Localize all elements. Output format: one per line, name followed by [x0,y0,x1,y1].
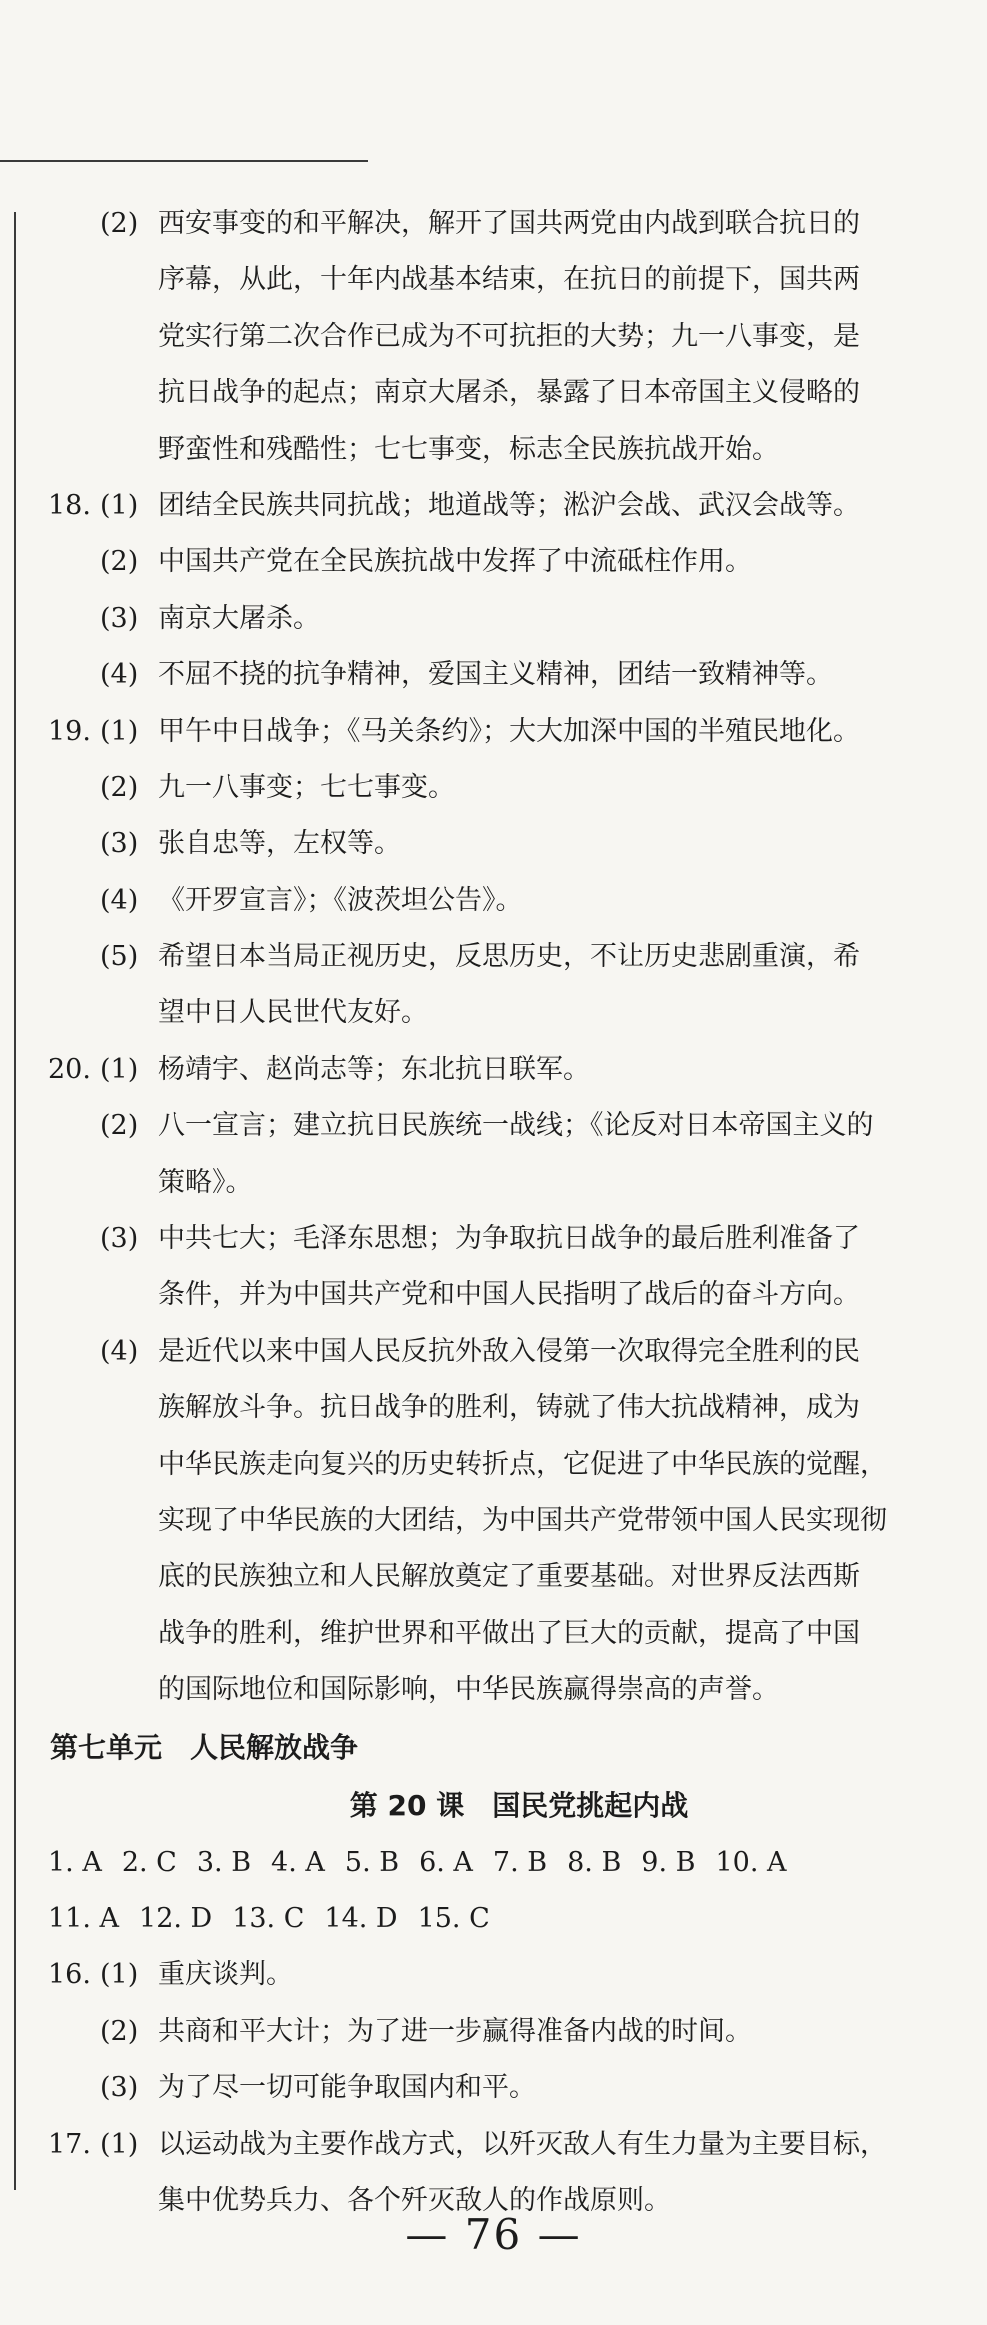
answer-line [48,816,938,872]
answer-text: 张自忠等，左权等。 [158,828,401,860]
answer-content [48,196,938,2229]
multiple-choice-answers [48,1835,938,1948]
answer-line [48,534,938,590]
answer-text: 实现了中华民族的大团结，为中国共产党带领中国人民实现彻 [158,1504,887,1536]
answer-line [48,2060,938,2116]
answer-line [48,760,938,816]
answer-line [48,1493,938,1549]
answer-text: 以运动战为主要作战方式，以歼灭敌人有生力量为主要目标， [158,2128,887,2160]
mc-answer: 5. B [344,1846,400,1878]
sub-question-number: (5) [100,941,139,973]
sub-question-number: (1) [100,715,139,747]
answer-line [48,252,938,308]
mc-answer: 1. A [48,1846,102,1878]
answer-line [48,1211,938,1267]
answer-text: 不屈不挠的抗争精神，爱国主义精神，团结一致精神等。 [158,659,833,691]
unit-heading: 第七单元 人民解放战争 [50,1730,359,1764]
answer-text: 共商和平大计；为了进一步赢得准备内战的时间。 [158,2015,752,2047]
answer-text: 杨靖宇、赵尚志等；东北抗日联军。 [158,1053,590,1085]
sub-question-number: (4) [100,1335,139,1367]
mc-answer: 13. C [232,1902,305,1934]
answer-line [48,1155,938,1211]
mc-answer-row [48,1835,938,1891]
answer-line [48,478,938,534]
sub-question-number: (3) [100,2072,139,2104]
sub-question-number: (1) [100,1053,139,1085]
question-number: 20. [48,1053,91,1085]
mc-answer: 11. A [48,1902,120,1934]
answer-line [48,1267,938,1323]
answer-line [48,1042,938,1098]
mc-answer: 8. B [567,1846,622,1878]
answer-text: 中国共产党在全民族抗战中发挥了中流砥柱作用。 [158,546,752,578]
mc-answer: 15. C [417,1902,490,1934]
page-number: — 76 — [405,2210,582,2259]
answer-text: 团结全民族共同抗战；地道战等；淞沪会战、武汉会战等。 [158,489,860,521]
answer-text: 望中日人民世代友好。 [158,997,428,1029]
answer-text: 序幕，从此，十年内战基本结束，在抗日的前提下，国共两 [158,264,860,296]
answer-text: 集中优势兵力、各个歼灭敌人的作战原则。 [158,2184,671,2216]
left-margin-rule [14,212,16,2190]
answer-line [48,985,938,1041]
sub-question-number: (2) [100,2015,139,2047]
answer-line [48,1549,938,1605]
sub-question-number: (1) [100,2128,139,2160]
sub-question-number: (3) [100,1223,139,1255]
answer-text: 党实行第二次合作已成为不可抗拒的大势；九一八事变，是 [158,320,860,352]
answers-block-unit6 [48,196,938,1719]
question-number: 16. [48,1959,91,1991]
answer-text: 希望日本当局正视历史，反思历史，不让历史悲剧重演，希 [158,941,860,973]
sub-question-number: (1) [100,1959,139,1991]
answer-line [48,647,938,703]
question-number: 17. [48,2128,91,2160]
answer-line [48,1606,938,1662]
answer-text: 策略》。 [158,1166,253,1198]
answer-text: 为了尽一切可能争取国内和平。 [158,2072,536,2104]
mc-answer: 10. A [715,1846,787,1878]
answer-text: 中华民族走向复兴的历史转折点，它促进了中华民族的觉醒， [158,1448,887,1480]
answer-text: 抗日战争的起点；南京大屠杀，暴露了日本帝国主义侵略的 [158,377,860,409]
answer-line [48,196,938,252]
mc-answer: 7. B [492,1846,548,1878]
answer-line [48,1437,938,1493]
sub-question-number: (2) [100,771,139,803]
answers-block-lesson20 [48,1947,938,2229]
answer-line [48,1947,938,2003]
answer-line [48,1380,938,1436]
mc-answer: 3. B [196,1846,252,1878]
mc-answer: 2. C [121,1846,177,1878]
answer-text: 西安事变的和平解决，解开了国共两党由内战到联合抗日的 [158,208,860,239]
answer-line [48,1324,938,1380]
answer-text: 《开罗宣言》；《波茨坦公告》。 [158,884,523,916]
answer-text: 族解放斗争。抗日战争的胜利，铸就了伟大抗战精神，成为 [158,1392,860,1424]
sub-question-number: (2) [100,208,139,239]
answer-text: 底的民族独立和人民解放奠定了重要基础。对世界反法西斯 [158,1561,860,1593]
question-number: 18. [48,489,91,521]
sub-question-number: (3) [100,828,139,860]
answer-text: 的国际地位和国际影响，中华民族赢得崇高的声誉。 [158,1674,779,1706]
answer-line [48,1098,938,1154]
sub-question-number: (4) [100,884,139,916]
sub-question-number: (1) [100,489,139,521]
answer-text: 南京大屠杀。 [158,602,320,634]
question-number: 19. [48,715,91,747]
answer-line [48,873,938,929]
answer-text: 甲午中日战争；《马关条约》；大大加深中国的半殖民地化。 [158,715,860,747]
mc-answer: 12. D [139,1902,213,1934]
answer-line [48,2004,938,2060]
mc-answer: 14. D [324,1902,398,1934]
mc-answer: 4. A [271,1846,325,1878]
sub-question-number: (3) [100,602,139,634]
sub-question-number: (2) [100,546,139,578]
answer-line [48,929,938,985]
answer-line [48,422,938,478]
answer-line [48,365,938,421]
answer-line [48,591,938,647]
mc-answer: 9. B [641,1846,696,1878]
lesson-heading: 第 20 课 国民党挑起内战 [349,1788,689,1822]
sub-question-number: (2) [100,1110,139,1142]
answer-text: 九一八事变；七七事变。 [158,771,455,803]
answer-line [48,309,938,365]
answer-text: 中共七大；毛泽东思想；为争取抗日战争的最后胜利准备了 [158,1223,860,1255]
answer-text: 是近代以来中国人民反抗外敌入侵第一次取得完全胜利的民 [158,1335,860,1367]
answer-line [48,1662,938,1718]
answer-text: 重庆谈判。 [158,1959,293,1991]
top-rule [0,160,368,162]
answer-text: 野蛮性和残酷性；七七事变，标志全民族抗战开始。 [158,433,779,465]
mc-answer-row [48,1891,938,1947]
answer-text: 八一宣言；建立抗日民族统一战线；《论反对日本帝国主义的 [158,1110,874,1142]
sub-question-number: (4) [100,659,139,691]
answer-line [48,704,938,760]
answer-line [48,2117,938,2173]
answer-text: 战争的胜利，维护世界和平做出了巨大的贡献，提高了中国 [158,1617,860,1649]
mc-answer: 6. A [419,1846,473,1878]
answer-text: 条件，并为中国共产党和中国人民指明了战后的奋斗方向。 [158,1279,860,1311]
